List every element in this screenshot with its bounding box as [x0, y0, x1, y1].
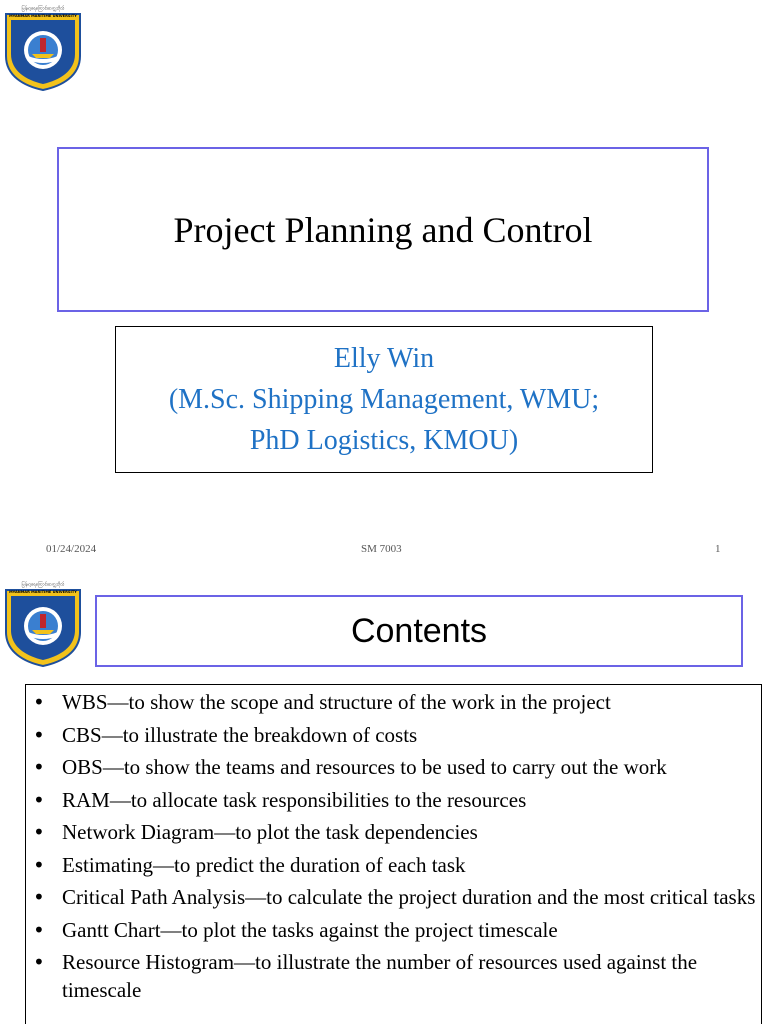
- university-logo: [2, 580, 84, 668]
- bullet-icon: •: [33, 950, 45, 974]
- author-name: Elly Win: [333, 343, 435, 374]
- list-item: [26, 948, 761, 1004]
- bullet-icon: •: [33, 690, 45, 714]
- list-item: [26, 916, 761, 944]
- list-item-text: WBS—to show the scope and structure of the work in the project: [62, 690, 611, 714]
- contents-list: [26, 688, 761, 1004]
- bullet-icon: •: [33, 820, 45, 844]
- bullet-icon: •: [33, 722, 45, 747]
- bullet-icon: •: [33, 917, 45, 942]
- list-item: [26, 851, 761, 879]
- list-item: [26, 688, 761, 716]
- footer-page-number: 1: [715, 543, 721, 555]
- list-item: [26, 818, 761, 846]
- contents-title-frame: [95, 595, 743, 667]
- list-item: [26, 786, 761, 814]
- bullet-icon: •: [33, 787, 45, 812]
- slide-title: Project Planning and Control: [173, 209, 593, 250]
- bullet-icon: •: [33, 852, 45, 877]
- title-frame: [57, 147, 709, 312]
- list-item-text: OBS—to show the teams and resources to be used to carry out the work: [62, 755, 667, 779]
- bullet-icon: •: [33, 755, 45, 779]
- logo-english-text: MYANMAR MARITIME UNIVERSITY: [9, 590, 77, 594]
- author-degree-2: PhD Logistics, KMOU): [249, 425, 519, 456]
- list-item: [26, 721, 761, 749]
- author-degree-1: (M.Sc. Shipping Management, WMU;: [168, 384, 600, 415]
- list-item-text: Resource Histogram—to illustrate the number of resources used against the timescale: [62, 950, 698, 1002]
- footer-date: 01/24/2024: [46, 543, 97, 555]
- list-item-text: RAM—to allocate task responsibilities to the resources: [62, 787, 527, 812]
- list-item-text: CBS—to illustrate the breakdown of costs: [62, 722, 418, 747]
- list-item: [26, 753, 761, 781]
- contents-title: Contents: [350, 611, 488, 650]
- list-item-text: Gantt Chart—to plot the tasks against the project timescale: [62, 917, 558, 942]
- author-frame: [115, 326, 653, 473]
- logo-myanmar-text: မြန်မာ့ရေကြောင်းတက္ကသိုလ်: [21, 5, 65, 11]
- list-item-text: Estimating—to predict the duration of each task: [62, 852, 466, 877]
- university-logo: [2, 4, 84, 92]
- bullet-icon: •: [33, 885, 45, 909]
- logo-english-text: MYANMAR MARITIME UNIVERSITY: [9, 14, 77, 18]
- list-item: [26, 883, 761, 911]
- contents-slide: [0, 578, 768, 1024]
- footer-course-code: SM 7003: [361, 543, 402, 555]
- contents-list-frame: [25, 684, 762, 1024]
- list-item-text: Critical Path Analysis—to calculate the project duration and the most critical tasks: [62, 885, 756, 909]
- logo-myanmar-text: မြန်မာ့ရေကြောင်းတက္ကသိုလ်: [21, 581, 65, 587]
- list-item-text: Network Diagram—to plot the task dependencies: [62, 820, 478, 844]
